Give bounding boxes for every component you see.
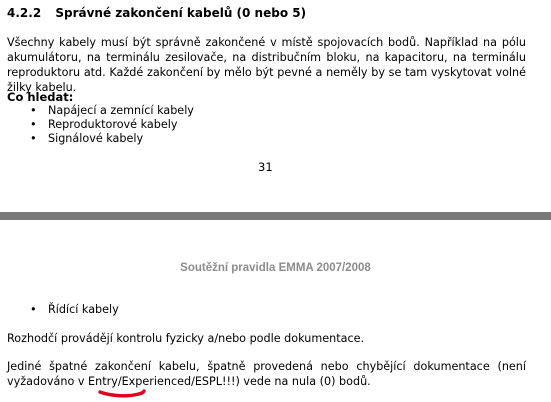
check-list: [0, 104, 194, 146]
section-heading: [7, 6, 306, 20]
paragraph-inspection: Rozhodčí provádějí kontrolu fyzicky a/nebo podle dokumentace.: [7, 332, 365, 345]
page-separator: [0, 212, 551, 220]
bullet-icon: •: [30, 118, 37, 131]
list-item: [0, 303, 119, 317]
page-number: 31: [258, 160, 273, 174]
bullet-icon: •: [30, 104, 37, 117]
list-item: [0, 104, 194, 118]
running-header: Soutěžní pravidla EMMA 2007/2008: [180, 262, 371, 274]
bullet-icon: •: [30, 132, 37, 145]
list-item: [0, 118, 194, 132]
what-to-check-label: Co hledat:: [7, 90, 74, 104]
section-title: Správné zakončení kabelů (0 nebo 5): [55, 6, 307, 20]
list-item-text: Signálové kabely: [48, 132, 144, 145]
document-page-bottom: [0, 220, 551, 402]
list-item-text: Napájecí a zemnící kabely: [48, 104, 194, 117]
paragraph-penalty: Jediné špatné zakončení kabelu, špatně provedená nebo chybějící dokumentace (není vyžadováno v Entry/Experienced/ESPL!!!) vede na nula (0) bodů.: [7, 360, 526, 388]
paragraph-termination-rules: Všechny kabely musí být správně zakončené v místě spojovacích bodů. Například na pólu akumulátoru, na terminálu zesilovače, na distribučním bloku, na kapacitoru, na terminálu reproduktoru atd. Každé zakončení by mělo být pevné a neměly by se tam vyskytovat volné žilky kabelu.: [7, 36, 526, 94]
list-item-text: Reproduktorové kabely: [48, 118, 178, 131]
bullet-icon: •: [30, 303, 37, 316]
check-list-continued: [0, 303, 119, 317]
section-number: 4.2.2: [7, 6, 42, 20]
list-item: [0, 132, 194, 146]
list-item-text: Řídící kabely: [48, 303, 119, 316]
